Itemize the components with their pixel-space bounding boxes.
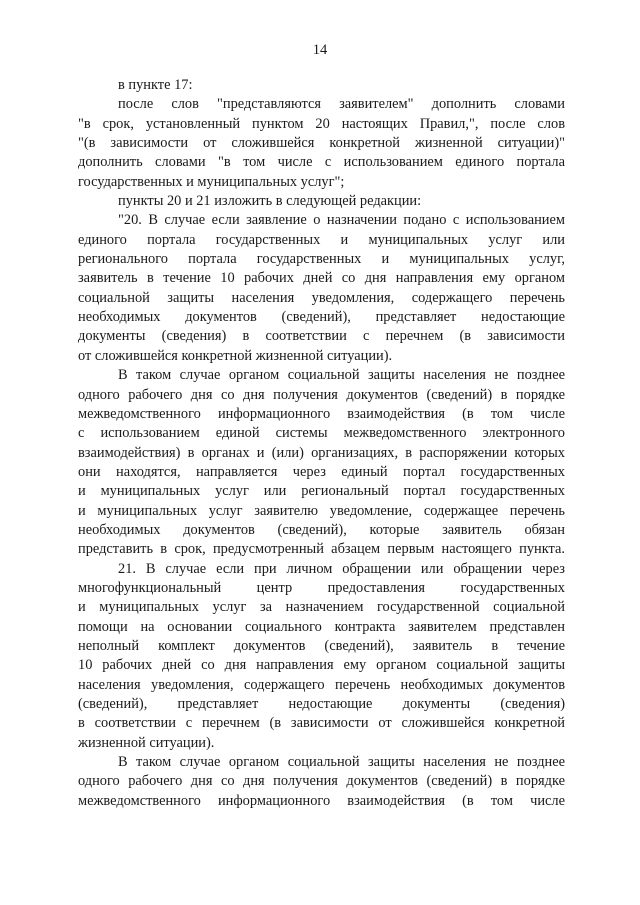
- text-line: одного рабочего дня со дня получения документов (сведений) в порядке: [78, 386, 565, 403]
- text-line: "(в зависимости от сложившейся конкретной жизненной ситуации)": [78, 135, 565, 152]
- text-line: "20. В случае если заявление о назначении подано с использованием: [118, 212, 565, 229]
- text-line: социальной защиты населения уведомления, содержащего перечень: [78, 289, 565, 306]
- text-line: одного рабочего дня со дня получения документов (сведений) в порядке: [78, 773, 565, 790]
- text-line: жизненной ситуации).: [78, 734, 215, 751]
- text-line: населения уведомления, содержащего перечень необходимых документов: [78, 676, 565, 693]
- text-line: помощи на основании социального контракта заявителем представлен: [78, 618, 565, 635]
- text-line: государственных и муниципальных услуг";: [78, 173, 345, 190]
- text-line: документы (сведения) в соответствии с перечнем (в зависимости: [78, 328, 565, 345]
- text-line: и муниципальных услуг заявителю уведомление, содержащее перечень: [78, 502, 565, 519]
- text-line: в соответствии с перечнем (в зависимости от сложившейся конкретной: [78, 715, 565, 732]
- text-line: межведомственного информационного взаимодействия (в том числе: [78, 405, 565, 422]
- text-line: с использованием единой системы межведомственного электронного: [78, 425, 565, 442]
- text-line: В таком случае органом социальной защиты населения не позднее: [118, 367, 565, 384]
- text-line: дополнить словами "в том числе с использованием единого портала: [78, 154, 565, 171]
- text-line: взаимодействия) в органах и (или) организациях, в распоряжении которых: [78, 444, 565, 461]
- text-line: единого портала государственных и муниципальных услуг или: [78, 231, 565, 248]
- text-line: в пункте 17:: [118, 77, 193, 93]
- text-line: после слов "представляются заявителем" дополнить словами: [118, 96, 565, 113]
- text-line: от сложившейся конкретной жизненной ситуации).: [78, 347, 393, 364]
- text-line: пункты 20 и 21 изложить в следующей редакции:: [118, 193, 422, 210]
- text-line: многофункциональный центр предоставления государственных: [78, 579, 565, 596]
- text-line: В таком случае органом социальной защиты населения не позднее: [118, 754, 565, 771]
- document-body: [78, 76, 565, 811]
- text-line: регионального портала государственных и муниципальных услуг,: [78, 251, 565, 268]
- text-line: они находятся, направляется через единый портал государственных: [78, 463, 565, 480]
- text-line: "в срок, установленный пунктом 20 настоящих Правил,", после слов: [78, 115, 565, 132]
- text-line: и муниципальных услуг или региональный портал государственных: [78, 483, 565, 500]
- page-number: 14: [312, 42, 328, 58]
- text-line: необходимых документов (сведений), которые заявитель обязан: [78, 521, 565, 538]
- text-line: (сведений), представляет недостающие документы (сведения): [78, 696, 565, 712]
- text-line: необходимых документов (сведений), представляет недостающие: [78, 309, 565, 326]
- text-line: заявитель в течение 10 рабочих дней со дня направления ему органом: [78, 270, 565, 287]
- text-line: межведомственного информационного взаимодействия (в том числе: [78, 792, 565, 809]
- text-line: 21. В случае если при личном обращении или обращении через: [118, 560, 565, 577]
- text-line: и муниципальных услуг за назначением государственной социальной: [78, 599, 565, 616]
- text-line: неполный комплект документов (сведений), заявитель в течение: [78, 637, 565, 654]
- text-line: представить в срок, предусмотренный абзацем первым настоящего пункта.: [78, 541, 565, 558]
- text-line: 10 рабочих дней со дня направления ему органом социальной защиты: [78, 657, 565, 674]
